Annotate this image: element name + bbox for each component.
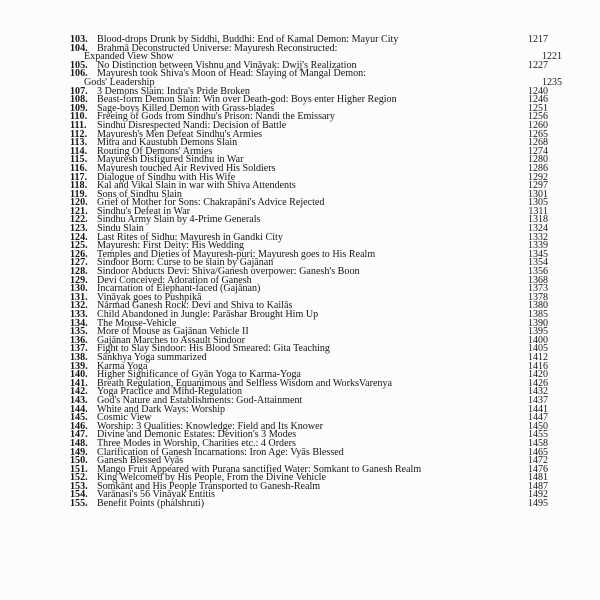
chapter-title: Mayuresh: First Deity: His Wedding bbox=[97, 240, 245, 252]
chapter-number: 128. bbox=[70, 266, 88, 278]
chapter-number: 104. bbox=[70, 42, 88, 54]
chapter-title: Brahmā Deconstructed Universe: Mayuresh Reconstructed: bbox=[97, 42, 338, 54]
chapter-number: 120. bbox=[70, 197, 88, 209]
chapter-title: Expanded View Show bbox=[84, 51, 174, 63]
page-number: 1373 bbox=[528, 283, 548, 295]
chapter-title: Beast-form Demon Slain: Win over Death-god: Boys enter Higher Region bbox=[97, 94, 397, 106]
page-number: 1217 bbox=[528, 34, 548, 45]
page-number: 1305 bbox=[528, 197, 548, 209]
chapter-number: 103. bbox=[70, 34, 88, 45]
page-number: 1378 bbox=[528, 291, 548, 303]
chapter-title: Breath Regulation, Equanimous and Selfless Wisdom and WorksVarenya bbox=[97, 377, 392, 389]
chapter-number: 118. bbox=[70, 180, 88, 192]
chapter-number: 138. bbox=[70, 351, 88, 363]
chapter-title: Cosmic View bbox=[97, 412, 152, 424]
chapter-title: Three Modes in Worship, Charities etc.: 4 Orders bbox=[97, 437, 296, 449]
chapter-number: 132. bbox=[70, 300, 88, 312]
chapter-number: 140. bbox=[70, 369, 88, 381]
chapter-title: Mayuresh's Men Defeat Sindhu's Armies bbox=[97, 128, 263, 140]
chapter-number: 144. bbox=[70, 403, 88, 415]
page-number: 1292 bbox=[528, 171, 548, 183]
chapter-title: Mayuresh touched Air Revived His Soldiers bbox=[97, 162, 276, 174]
page-number: 1286 bbox=[528, 162, 548, 174]
chapter-number: 150. bbox=[70, 455, 88, 467]
page-number: 1441 bbox=[528, 403, 548, 415]
chapter-number: 143. bbox=[70, 394, 88, 406]
chapter-number: 136. bbox=[70, 334, 88, 346]
page-number: 1492 bbox=[528, 489, 548, 501]
chapter-number: 142. bbox=[70, 386, 88, 398]
chapter-title: Sindhu's Defeat in War bbox=[97, 205, 191, 217]
chapter-title: Dialogue of Sindhu with His Wife bbox=[97, 171, 236, 183]
page-number: 1487 bbox=[528, 480, 548, 492]
chapter-title: Sānkhya Yoga summarized bbox=[97, 351, 207, 363]
chapter-title: Somkānt and His People Transported to Ganesh-Realm bbox=[97, 480, 321, 492]
page-number: 1251 bbox=[528, 102, 548, 114]
chapter-title: Child Abandoned in Jungle: Parāshar Brought Him Up bbox=[97, 309, 319, 320]
chapter-number: 123. bbox=[70, 223, 88, 235]
chapter-number: 145. bbox=[70, 412, 88, 424]
page-number: 1332 bbox=[528, 231, 548, 243]
chapter-number: 107. bbox=[70, 85, 88, 97]
chapter-title: Benefit Points (phalshruti) bbox=[97, 498, 205, 510]
chapter-title: Grief of Mother for Sons: Chakrapāni's Advice Rejected bbox=[97, 197, 325, 209]
chapter-title: Sindoor Abducts Devi: Shiva/Ganesh overpower: Ganesh's Boon bbox=[97, 266, 360, 278]
page-number: 1301 bbox=[528, 188, 548, 200]
chapter-title: No Distinction between Vishnu and Vināyak: Dwij's Realization bbox=[97, 59, 357, 71]
page-number: 1476 bbox=[528, 463, 548, 475]
page-number: 1339 bbox=[528, 240, 548, 252]
chapter-number: 111. bbox=[70, 119, 87, 131]
page-number: 1458 bbox=[528, 437, 548, 449]
page-number: 1345 bbox=[528, 248, 548, 260]
page-number: 1432 bbox=[528, 386, 548, 398]
chapter-number: 139. bbox=[70, 360, 88, 372]
page-number: 1420 bbox=[528, 369, 548, 381]
chapter-title: Sindoor Born: Curse to be slain by Gajānan bbox=[97, 257, 274, 269]
chapter-number: 133. bbox=[70, 309, 88, 320]
chapter-title: Blood-drops Drunk by Siddhi, Buddhi: End of Kamal Demon: Mayur City bbox=[97, 34, 399, 45]
chapter-title: Freeing of Gods from Sindhu's Prison: Nandi the Emissary bbox=[97, 111, 335, 123]
chapter-title: White and Dark Ways: Worship bbox=[97, 403, 226, 415]
page-number: 1311 bbox=[528, 205, 548, 217]
chapter-title: Mayuresh took Shiva's Moon of Head: Slaying of Mangal Demon: bbox=[97, 68, 366, 80]
chapter-number: 127. bbox=[70, 257, 88, 269]
chapter-number: 154. bbox=[70, 489, 88, 501]
page-number: 1368 bbox=[528, 274, 548, 286]
page-number: 1227 bbox=[528, 59, 548, 71]
chapter-title: Gajānan Marches to Assault Sindoor bbox=[97, 334, 246, 346]
chapter-title: Routing Of Demons' Armies bbox=[97, 145, 213, 157]
chapter-title: Karma Yoga bbox=[97, 360, 148, 372]
chapter-title: Last Rites of Sidhu: Mayuresh in Gandki City bbox=[97, 231, 283, 243]
chapter-title: God's Nature and Establishments: God-Attainment bbox=[97, 394, 303, 406]
page-number: 1324 bbox=[528, 223, 548, 235]
chapter-title: Varānasi's 56 Vināyak Entitis bbox=[97, 489, 215, 501]
toc-entry bbox=[70, 498, 548, 510]
chapter-number: 146. bbox=[70, 420, 88, 432]
page-number: 1260 bbox=[528, 119, 548, 131]
chapter-title: Sindu Slain bbox=[97, 223, 144, 235]
chapter-title: Higher Significance of Gyān Yoga to Karma-Yoga bbox=[97, 369, 301, 381]
chapter-number: 147. bbox=[70, 429, 88, 441]
chapter-title: Mango Fruit Appeared with Purana sanctified Water: Somkant to Ganesh Realm bbox=[97, 463, 422, 475]
chapter-title: Incarnation of Elephant-faced (Gajānan) bbox=[97, 283, 261, 295]
chapter-number: 155. bbox=[70, 498, 88, 510]
chapter-number: 149. bbox=[70, 446, 88, 458]
table-of-contents bbox=[70, 36, 600, 509]
chapter-number: 119. bbox=[70, 188, 88, 200]
page-number: 1385 bbox=[528, 309, 548, 320]
chapter-number: 125. bbox=[70, 240, 88, 252]
chapter-number: 115. bbox=[70, 154, 88, 166]
chapter-title: Fight to Slay Sindoor: His Blood Smeared: Gita Teaching bbox=[97, 343, 330, 355]
page-number: 1246 bbox=[528, 94, 548, 106]
page-number: 1405 bbox=[528, 343, 548, 355]
chapter-title: Sons of Sindhu Slain bbox=[97, 188, 182, 200]
chapter-number: 108. bbox=[70, 94, 88, 106]
chapter-title: Sindhu Disrespected Nandi: Decision of Battle bbox=[97, 119, 287, 131]
chapter-number: 106. bbox=[70, 68, 88, 80]
chapter-number: 137. bbox=[70, 343, 88, 355]
page-number: 1400 bbox=[528, 334, 548, 346]
page-number: 1256 bbox=[528, 111, 548, 123]
page-number: 1495 bbox=[528, 498, 548, 510]
page-number: 1395 bbox=[528, 326, 548, 338]
page-number: 1412 bbox=[528, 351, 548, 363]
page-number: 1280 bbox=[528, 154, 548, 166]
page-number: 1437 bbox=[528, 394, 548, 406]
chapter-number: 153. bbox=[70, 480, 88, 492]
page-number: 1481 bbox=[528, 472, 548, 484]
chapter-number: 121. bbox=[70, 205, 88, 217]
page-number: 1240 bbox=[528, 85, 548, 97]
page-number: 1455 bbox=[528, 429, 548, 441]
page-number: 1472 bbox=[528, 455, 548, 467]
chapter-number: 135. bbox=[70, 326, 88, 338]
chapter-number: 122. bbox=[70, 214, 88, 226]
chapter-title: Sindhu Army Slain by 4-Prime Generals bbox=[97, 214, 261, 226]
page-number: 1354 bbox=[528, 257, 548, 269]
page-number: 1274 bbox=[528, 145, 548, 157]
chapter-number: 109. bbox=[70, 102, 88, 114]
chapter-title: Temples and Dieties of Mayuresh-puri: Mayuresh goes to His Realm bbox=[97, 248, 376, 260]
page-number: 1390 bbox=[528, 317, 548, 329]
chapter-title: Ganesh Blessed Vyās bbox=[97, 455, 184, 467]
chapter-title: The Mouse-Vehicle bbox=[97, 317, 177, 329]
chapter-title: Mitra and Kaustubh Demons Slain bbox=[97, 137, 238, 149]
chapter-number: 124. bbox=[70, 231, 88, 243]
chapter-number: 126. bbox=[70, 248, 88, 260]
page-number: 1318 bbox=[528, 214, 548, 226]
chapter-title: Clarification of Ganesh Incarnations: Iron Age: Vyās Blessed bbox=[97, 446, 344, 458]
chapter-title: Gods' Leadership bbox=[84, 76, 155, 88]
chapter-number: 152. bbox=[70, 472, 88, 484]
chapter-title: Divine and Demonic Estates: Devition's 3 Modes bbox=[97, 429, 297, 441]
chapter-number: 113. bbox=[70, 137, 88, 149]
chapter-number: 105. bbox=[70, 59, 88, 71]
chapter-number: 151. bbox=[70, 463, 88, 475]
chapter-title: Nārmad Ganesh Rock: Devi and Shiva to Kailās bbox=[97, 300, 293, 312]
page-number: 1426 bbox=[528, 377, 548, 389]
chapter-number: 148. bbox=[70, 437, 88, 449]
page-number: 1297 bbox=[528, 180, 548, 192]
chapter-title: 3 Demons Slain: Indra's Pride Broken bbox=[97, 85, 250, 97]
page-number: 1268 bbox=[528, 137, 548, 149]
chapter-number: 141. bbox=[70, 377, 88, 389]
chapter-number: 110. bbox=[70, 111, 88, 123]
page-number: 1356 bbox=[528, 266, 548, 278]
page-number: 1235 bbox=[542, 76, 562, 88]
page-number: 1221 bbox=[542, 51, 562, 63]
chapter-title: Worship: 3 Qualities: Knowledge: Field and Its Knower bbox=[97, 420, 323, 432]
chapter-number: 131. bbox=[70, 291, 88, 303]
page-number: 1265 bbox=[528, 128, 548, 140]
chapter-title: More of Mouse as Gajānan Vehicle II bbox=[97, 326, 249, 338]
chapter-number: 129. bbox=[70, 274, 88, 286]
page-number: 1450 bbox=[528, 420, 548, 432]
chapter-number: 116. bbox=[70, 162, 88, 174]
chapter-title: Yoga Practice and Mind-Regulation bbox=[97, 386, 243, 398]
chapter-title: King Welcomed by His People, From the Divine Vehicle bbox=[97, 472, 326, 484]
chapter-title: Sage-boys Killed Demon with Grass-blades bbox=[97, 102, 275, 114]
chapter-number: 117. bbox=[70, 171, 88, 183]
chapter-number: 114. bbox=[70, 145, 88, 157]
chapter-number: 134. bbox=[70, 317, 88, 329]
chapter-number: 112. bbox=[70, 128, 88, 140]
chapter-title: Mayuresh Disfigured Sindhu in War bbox=[97, 154, 244, 166]
chapter-title: Vināyak goes to Pushpikā bbox=[97, 291, 202, 303]
page-number: 1416 bbox=[528, 360, 548, 372]
chapter-number: 130. bbox=[70, 283, 88, 295]
page-number: 1447 bbox=[528, 412, 548, 424]
page-number: 1465 bbox=[528, 446, 548, 458]
chapter-title: Kal and Vikal Slain in war with Shiva Attendents bbox=[97, 180, 296, 192]
chapter-title: Devi Conceived: Adoration of Ganesh bbox=[97, 274, 252, 286]
page-number: 1380 bbox=[528, 300, 548, 312]
